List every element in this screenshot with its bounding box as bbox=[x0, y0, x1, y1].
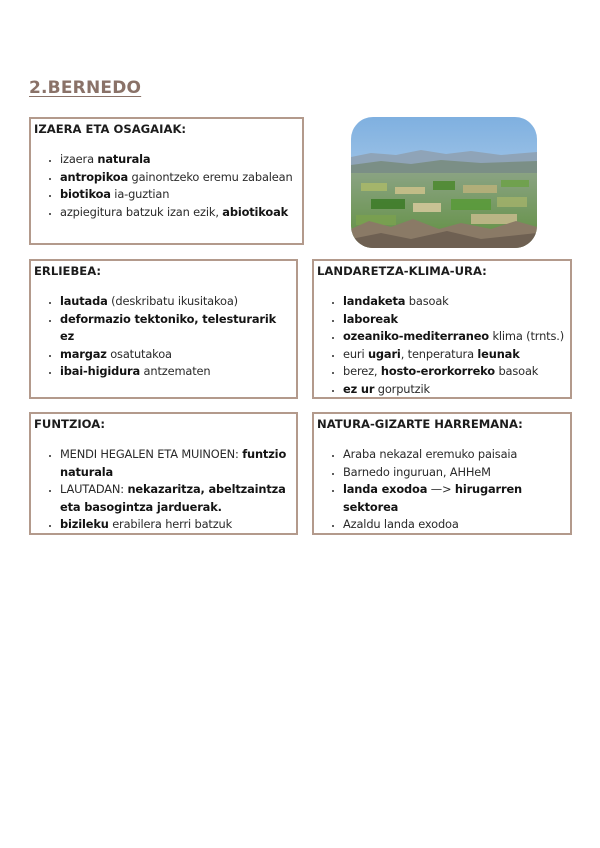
izaera-list bbox=[34, 151, 299, 221]
list-item: • bizileku erabilera herri batzuk bbox=[60, 516, 293, 534]
list-item: • landaketa basoak bbox=[343, 293, 567, 311]
landscape-photo bbox=[351, 117, 537, 248]
landaretza-klima-ura-box bbox=[312, 259, 572, 399]
list-item: • izaera naturala bbox=[60, 151, 299, 169]
list-item: • Azaldu landa exodoa bbox=[343, 516, 567, 534]
funtzioa-heading: FUNTZIOA: bbox=[34, 417, 106, 431]
landaretza-heading: LANDARETZA-KLIMA-URA: bbox=[317, 264, 487, 278]
list-item: • ozeaniko-mediterraneo klima (trnts.) bbox=[343, 328, 567, 346]
list-item: • ez ur gorputzik bbox=[343, 381, 567, 399]
list-item: • MENDI HEGALEN ETA MUINOEN: funtzio naturala bbox=[60, 446, 293, 481]
list-item: • margaz osatutakoa bbox=[60, 346, 293, 364]
natura-list bbox=[317, 446, 567, 534]
page-title: 2.BERNEDO bbox=[29, 78, 142, 98]
landscape-photo-illustration bbox=[351, 117, 537, 248]
list-item: • laboreak bbox=[343, 311, 567, 329]
list-item: • deformazio tektoniko, telesturarik ez bbox=[60, 311, 293, 346]
erliebea-heading: ERLIEBEA: bbox=[34, 264, 102, 278]
funtzioa-list bbox=[34, 446, 293, 534]
list-item: • biotikoa ia-guztian bbox=[60, 186, 299, 204]
list-item: • antropikoa gainontzeko eremu zabalean bbox=[60, 169, 299, 187]
list-item: • azpiegitura batzuk izan ezik, abiotikoak bbox=[60, 204, 299, 222]
list-item: • Araba nekazal eremuko paisaia bbox=[343, 446, 567, 464]
list-item: • landa exodoa —> hirugarren sektorea bbox=[343, 481, 567, 516]
funtzioa-box bbox=[29, 412, 298, 535]
list-item: • ibai-higidura antzematen bbox=[60, 363, 293, 381]
izaera-osagaiak-box bbox=[29, 117, 304, 245]
list-item: • lautada (deskribatu ikusitakoa) bbox=[60, 293, 293, 311]
landaretza-list bbox=[317, 293, 567, 399]
list-item: • LAUTADAN: nekazaritza, abeltzaintza eta basogintza jarduerak. bbox=[60, 481, 293, 516]
list-item: • berez, hosto-erorkorreko basoak bbox=[343, 363, 567, 381]
list-item: • euri ugari, tenperatura leunak bbox=[343, 346, 567, 364]
erliebea-list bbox=[34, 293, 293, 381]
izaera-heading: IZAERA ETA OSAGAIAK: bbox=[34, 122, 187, 136]
natura-gizarte-box bbox=[312, 412, 572, 535]
natura-heading: NATURA-GIZARTE HARREMANA: bbox=[317, 417, 523, 431]
erliebea-box bbox=[29, 259, 298, 399]
list-item: • Barnedo inguruan, AHHeM bbox=[343, 464, 567, 482]
